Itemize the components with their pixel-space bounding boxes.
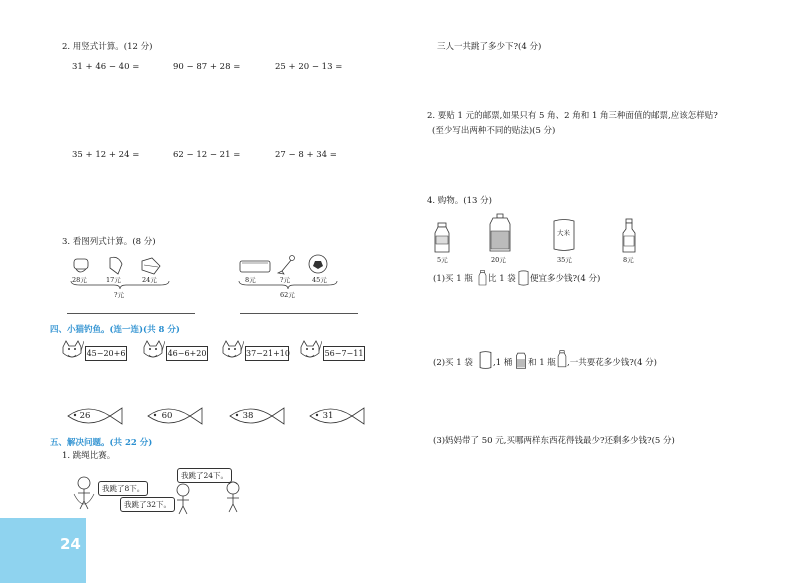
cat-expression: 45−20+6 (85, 346, 127, 361)
sub2-text-c: 和 1 瓶 (528, 358, 556, 368)
milk-bottle-icon (433, 222, 451, 254)
fish-icon (308, 405, 368, 427)
jumping-child-illustration (70, 474, 98, 514)
fish-number: 31 (322, 411, 334, 421)
price-label: 17元 (106, 276, 121, 284)
fish-number: 60 (161, 411, 173, 421)
section-4-title: 四、小猫钓鱼。(连一连)(共 8 分) (50, 325, 180, 335)
total-label: 62元 (280, 291, 295, 299)
sub1-text-c: 便宜多少钱?(4 分) (530, 274, 601, 284)
hat-scarf-illustration (70, 255, 170, 277)
milk-bottle-icon (478, 270, 487, 286)
cat-expression: 56−7−11 (323, 346, 365, 361)
speech-bubble: 我跳了8下。 (98, 481, 148, 496)
price-label: 28元 (72, 276, 87, 284)
cat-expression: 46−6+20 (166, 346, 208, 361)
cat-icon (298, 339, 322, 361)
price-label: 45元 (312, 276, 327, 284)
oil-bottle-icon (515, 350, 527, 370)
soy-sauce-bottle-icon (621, 218, 637, 254)
jumping-child-illustration (170, 482, 196, 518)
q3-title: 3. 看图列式计算。(8 分) (62, 237, 156, 247)
rice-bag-icon (518, 270, 529, 286)
total-label: ?元 (114, 291, 124, 299)
item-price: 35元 (557, 256, 572, 264)
brace-bracket (238, 280, 338, 290)
cat-icon (141, 339, 165, 361)
answer-line (67, 313, 195, 314)
section-5-title: 五、解决问题。(共 22 分) (50, 438, 153, 448)
item-price: 20元 (491, 256, 506, 264)
milk-bottle-icon (557, 350, 567, 368)
calc-3: 25 + 20 − 13 = (275, 62, 343, 72)
item-price: 8元 (623, 256, 634, 264)
q1-tail: 三人一共跳了多少下?(4 分) (437, 42, 542, 52)
cat-icon (60, 339, 84, 361)
price-label: 8元 (245, 276, 256, 284)
q2-line1: 2. 要贴 1 元的邮票,如果只有 5 角、2 角和 1 角三种面值的邮票,应该怎样贴? (427, 111, 718, 121)
price-label: ?元 (280, 276, 290, 284)
brace-bracket (70, 280, 170, 290)
calc-2: 90 − 87 + 28 = (173, 62, 241, 72)
pencilcase-badminton-ball-illustration (238, 253, 338, 277)
calc-6: 27 − 8 + 34 = (275, 150, 337, 160)
cat-expression: 37−21+10 (245, 346, 289, 361)
oil-bottle-icon (487, 213, 513, 253)
fish-number: 26 (79, 411, 91, 421)
rice-bag-label: 大米 (557, 229, 570, 237)
sub1-text-b: 比 1 袋 (488, 274, 516, 284)
calc-1: 31 + 46 − 40 = (72, 62, 140, 72)
price-label: 24元 (142, 276, 157, 284)
q1-title: 1. 跳绳比赛。 (62, 451, 116, 461)
sub1-text-a: (1)买 1 瓶 (433, 274, 473, 284)
calc-4: 35 + 12 + 24 = (72, 150, 140, 160)
rice-bag-icon (479, 350, 492, 370)
page-number: 24 (60, 535, 81, 553)
q2-line2: (至少写出两种不同的贴法)(5 分) (432, 126, 556, 136)
sub2-text-d: ,一共要花多少钱?(4 分) (567, 358, 658, 368)
jumping-child-illustration (220, 480, 246, 516)
speech-bubble: 我跳了32下。 (120, 497, 175, 512)
cat-icon (220, 339, 244, 361)
sub3-text: (3)妈妈带了 50 元,买哪两样东西花得钱最少?还剩多少钱?(5 分) (433, 436, 675, 446)
sub2-text-a: (2)买 1 袋 (433, 358, 473, 368)
item-price: 5元 (437, 256, 448, 264)
sub2-text-b: ,1 桶 (493, 358, 513, 368)
answer-line (240, 313, 358, 314)
q4-title: 4. 购物。(13 分) (427, 196, 492, 206)
q2-title: 2. 用竖式计算。(12 分) (62, 42, 153, 52)
calc-5: 62 − 12 − 21 = (173, 150, 241, 160)
fish-number: 38 (242, 411, 254, 421)
fish-icon (228, 405, 288, 427)
speech-bubble: 我跳了24下。 (177, 468, 232, 483)
